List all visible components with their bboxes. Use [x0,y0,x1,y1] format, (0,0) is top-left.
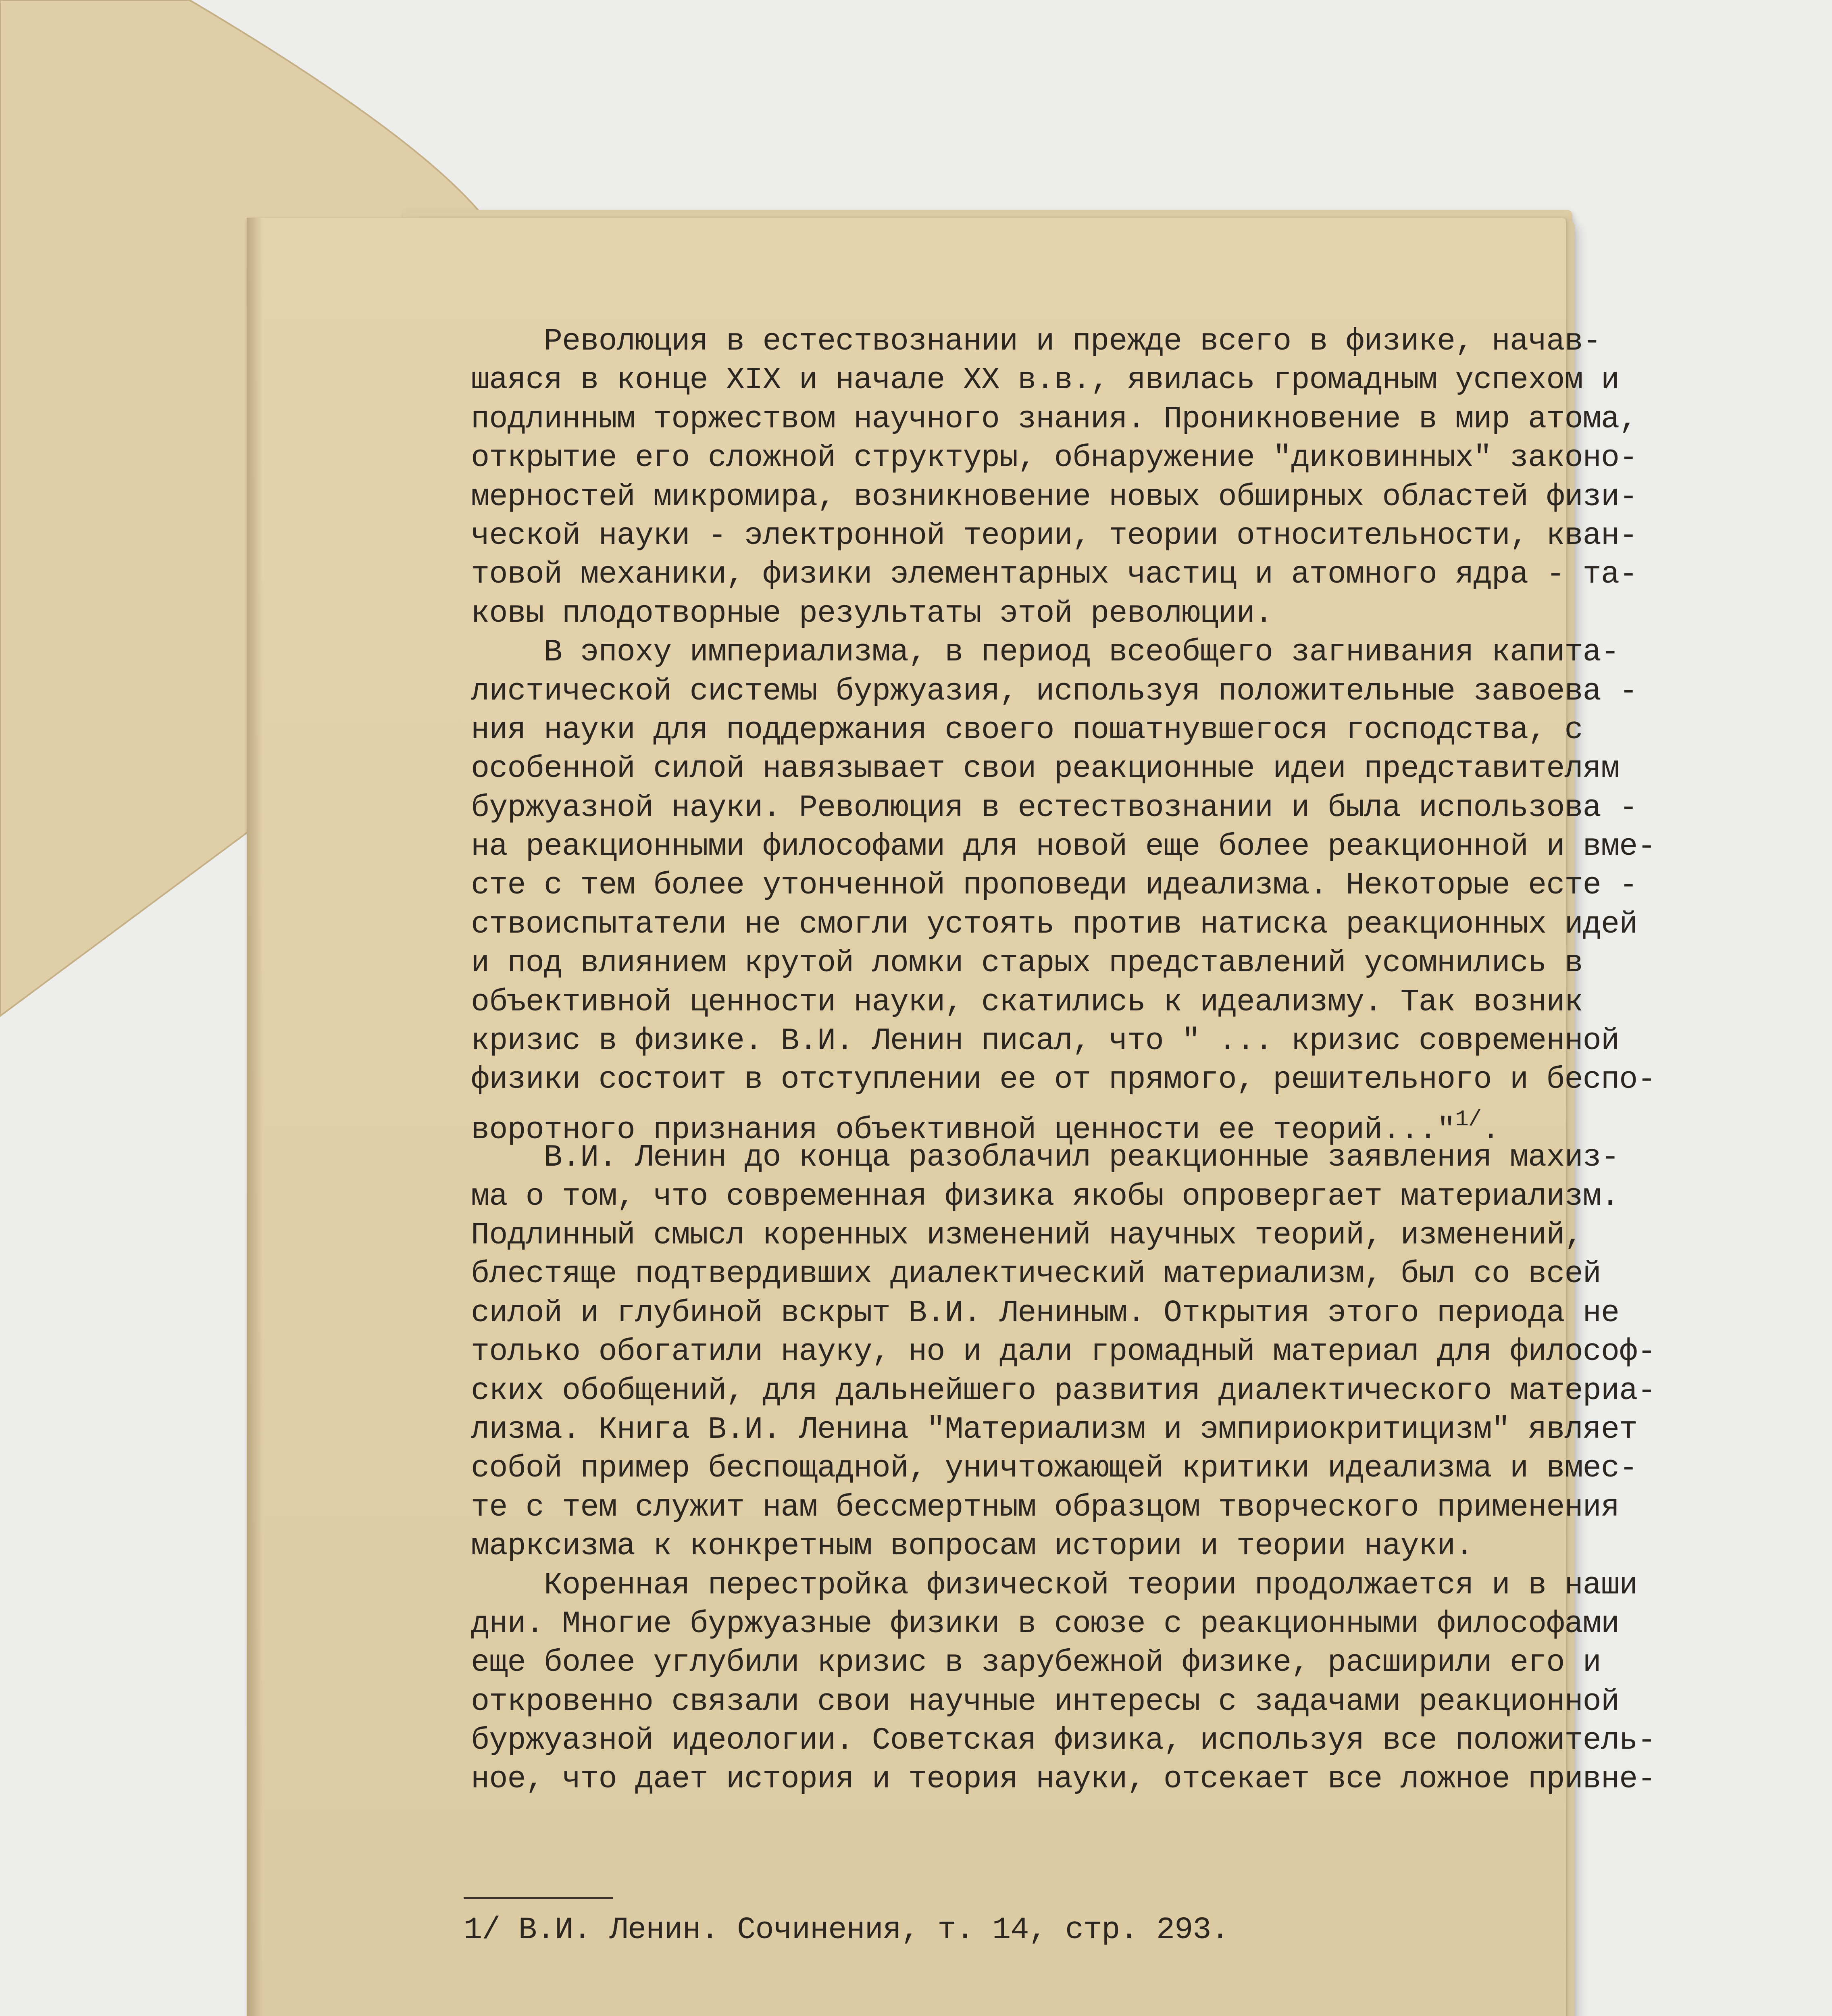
text-line: блестяще подтвердивших диалектический материализм, был со всей [471,1257,1601,1292]
text-line: объективной ценности науки, скатились к идеализму. Так возник [471,985,1583,1020]
text-line-content: воротного признания объективной ценности ее теорий..." [471,1112,1455,1148]
text-line: открытие его сложной структуры, обнаружение "диковинных" законо- [471,441,1638,476]
text-line: и под влиянием крутой ломки старых представлений усомнились в [471,946,1583,981]
text-line: еще более углубили кризис в зарубежной физике, расширили его и [471,1645,1601,1681]
text-line: ствоиспытатели не смогли устоять против натиска реакционных идей [471,907,1638,942]
paragraph-lenin-machism [471,1139,1656,1566]
text-line: В.И. Ленин до конца разоблачил реакционные заявления махиз- [471,1140,1620,1176]
text-line: на реакционными философами для новой еще более реакционной и вме- [471,829,1656,865]
paragraph-revolution [471,323,1638,633]
footnote-divider [464,1897,613,1899]
text-line: только обогатили науку, но и дали громадный материал для философ- [471,1335,1656,1370]
footnote-reference: 1/ [1455,1106,1482,1132]
text-line: ния науки для поддержания своего пошатнувшегося господства, с [471,712,1583,748]
text-line: кризис в физике. В.И. Ленин писал, что " ... кризис современной [471,1024,1620,1059]
text-line: сте с тем более утонченной проповеди идеализма. Некоторые есте - [471,868,1638,904]
text-line: дни. Многие буржуазные физики в союзе с реакционными философами [471,1606,1620,1642]
text-line: особенной силой навязывает свои реакционные идеи представителям [471,752,1620,787]
typescript-body [471,323,1656,1799]
text-line: ное, что дает история и теория науки, отсекает все ложное привне- [471,1762,1656,1797]
text-line: собой пример беспощадной, уничтожающей критики идеализма и вмес- [471,1451,1638,1487]
text-line: мерностей микромира, возникновение новых обширных областей физи- [471,479,1638,515]
text-line: листической системы буржуазия, используя положительные завоева - [471,674,1638,709]
text-line: марксизма к конкретным вопросам истории и теории науки. [471,1529,1474,1564]
text-line: физики состоит в отступлении ее от прямого, решительного и беспо- [471,1062,1656,1098]
text-line: буржуазной науки. Революция в естествознании и была использова - [471,790,1638,826]
text-line: ма о том, что современная физика якобы опровергает материализм. [471,1179,1620,1214]
text-line [471,1100,1535,1148]
text-line: откровенно связали свои научные интересы с задачами реакционной [471,1684,1620,1720]
text-line: те с тем служит нам бессмертным образцом творческого применения [471,1490,1620,1525]
text-line: подлинным торжеством научного знания. Проникновение в мир атома, [471,402,1638,437]
text-line: Подлинный смысл коренных изменений научных теорий, изменений, [471,1218,1583,1253]
paragraph-reconstruction [471,1566,1656,1799]
text-line: буржуазной идеологии. Советская физика, используя все положитель- [471,1723,1656,1759]
paragraph-imperialism [471,633,1656,1148]
text-line: Революция в естествознании и прежде всего в физике, начав- [471,324,1601,359]
text-line: ческой науки - электронной теории, теории относительности, кван- [471,518,1638,554]
text-line: товой механики, физики элементарных частиц и атомного ядра - та- [471,557,1638,593]
text-line: В эпоху империализма, в период всеобщего загнивания капита- [471,635,1620,671]
page-binding-shadow [247,218,263,2016]
text-line: Коренная перестройка физической теории продолжается и в наши [471,1568,1638,1603]
text-line: ских обобщений, для дальнейшего развития диалектического материа- [471,1373,1656,1409]
text-line: силой и глубиной вскрыт В.И. Лениным. Открытия этого периода не [471,1295,1620,1331]
footnote-text: 1/ В.И. Ленин. Сочинения, т. 14, стр. 293. [464,1913,1229,1948]
text-line: шаяся в конце XIX и начале XX в.в., явилась громадным успехом и [471,363,1620,398]
text-line: ковы плодотворные результаты этой революции. [471,596,1273,631]
sentence-end: . [1481,1112,1500,1148]
text-line: лизма. Книга В.И. Ленина "Материализм и эмпириокритицизм" являет [471,1412,1638,1447]
